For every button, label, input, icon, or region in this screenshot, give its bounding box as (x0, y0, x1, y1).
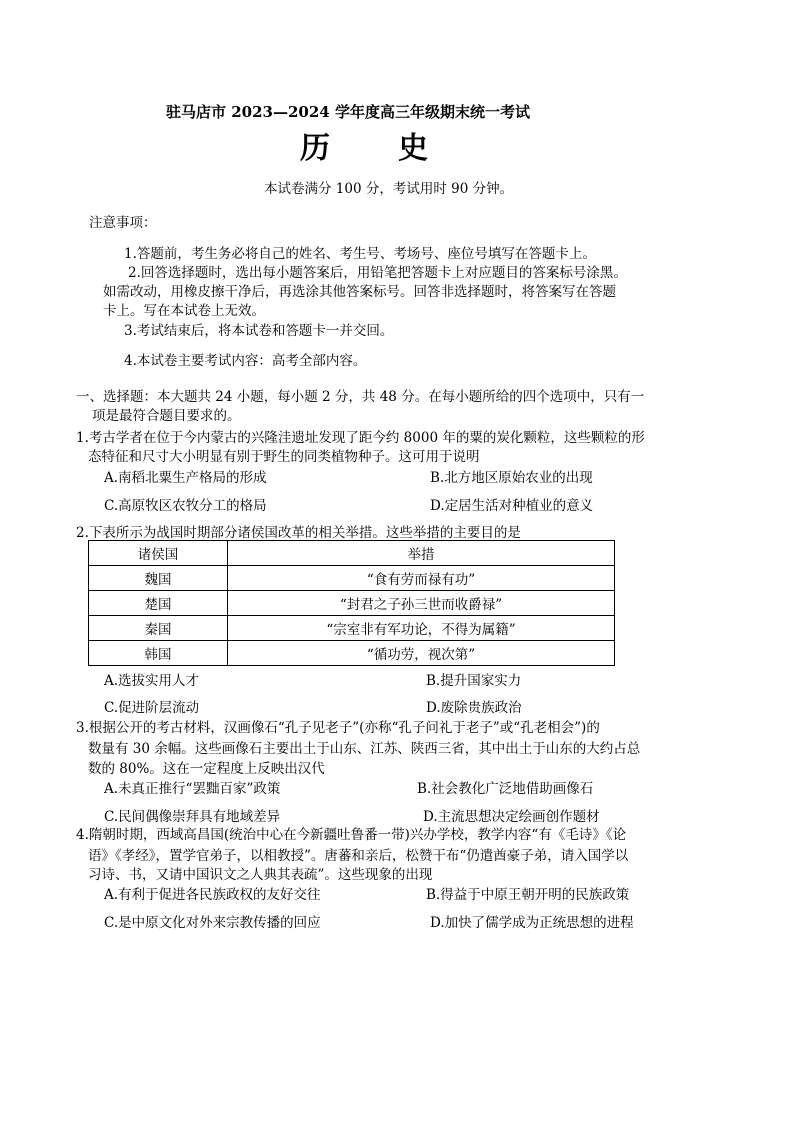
table-cell-measure: “循功劳，视次第” (228, 641, 615, 666)
question-1-stem: 态特征和尺寸大小明显有别于野生的同类植物种子。这可用于说明 (88, 449, 480, 465)
question-3-stem: 3.根据公开的考古材料，汉画像石“孔子见老子”(亦称“孔子问礼于老子”或“孔老相会”)的 (76, 720, 600, 736)
question-1-option-b: B.北方地区原始农业的出现 (430, 470, 593, 486)
exam-title: 驻马店市 2023—2024 学年度高三年级期末统一考试 (166, 103, 530, 121)
question-4-option-d: D.加快了儒学成为正统思想的进程 (430, 915, 634, 931)
table-header: 诸侯国 (89, 541, 228, 566)
question-3-option-c: C.民间偶像崇拜具有地域差异 (104, 809, 281, 825)
table-cell-measure: “封君之子孙三世而收爵禄” (228, 591, 615, 616)
table-row (89, 641, 615, 666)
table-header-row (89, 541, 615, 566)
question-4-option-b: B.得益于中原王朝开明的民族政策 (426, 887, 630, 903)
question-1-option-a: A.南稻北粟生产格局的形成 (104, 470, 267, 486)
question-2-option-c: C.促进阶层流动 (104, 700, 200, 716)
table-cell-state: 楚国 (89, 591, 228, 616)
section-instruction: 项是最符合题目要求的。 (92, 408, 241, 424)
question-2-option-d: D.废除贵族政治 (426, 700, 522, 716)
question-3-option-b: B.社会教化广泛地借助画像石 (417, 781, 594, 797)
question-3-option-a: A.未真正推行“罢黜百家”政策 (104, 781, 281, 797)
question-4-stem: 语》《孝经》，置学官弟子，以相教授”。唐蕃和亲后，松赞干布“仍遣酋豪子弟，请入国学以 (88, 848, 629, 864)
question-4-option-c: C.是中原文化对外来宗教传播的回应 (104, 915, 321, 931)
note-line: 1.答题前，考生务必将自己的姓名、考生号、考场号、座位号填写在答题卡上。 (124, 246, 596, 262)
table-cell-measure: “食有劳而禄有功” (228, 566, 615, 591)
notes-heading: 注意事项： (89, 215, 157, 231)
question-2-option-b: B.提升国家实力 (426, 673, 522, 689)
question-2-stem: 2.下表所示为战国时期部分诸侯国改革的相关举措。这些举措的主要目的是 (76, 525, 521, 541)
exam-info: 本试卷满分 100 分，考试用时 90 分钟。 (264, 181, 514, 197)
note-line: 如需改动，用橡皮擦干净后，再选涂其他答案标号。回答非选择题时，将答案写在答题 (103, 284, 616, 300)
question-3-stem: 数量有 30 余幅。这些画像石主要出土于山东、江苏、陕西三省，其中出土于山东的大约占总 (88, 741, 641, 757)
question-3-stem: 数的 80%。这在一定程度上反映出汉代 (88, 761, 325, 777)
note-line: 3.考试结束后，将本试卷和答题卡一并交回。 (124, 323, 394, 339)
table-cell-measure: “宗室非有军功论，不得为属籍” (228, 616, 615, 641)
table-cell-state: 韩国 (89, 641, 228, 666)
question-1-option-d: D.定居生活对种植业的意义 (430, 498, 594, 514)
section-instruction: 一、选择题：本大题共 24 小题，每小题 2 分，共 48 分。在每小题所给的四个选项中，只有一 (76, 389, 645, 405)
question-4-stem: 4.隋朝时期，西域高昌国(统治中心在今新疆吐鲁番一带)兴办学校，教学内容“有《毛诗》《论 (76, 827, 627, 843)
question-4-option-a: A.有利于促进各民族政权的友好交往 (104, 887, 321, 903)
subject-title: 历史 (300, 131, 496, 166)
reform-table (88, 540, 615, 666)
table-row (89, 566, 615, 591)
table-row (89, 616, 615, 641)
question-1-option-c: C.高原牧区农牧分工的格局 (104, 498, 267, 514)
question-4-stem: 习诗、书，又请中国识文之人典其表疏”。这些现象的出现 (88, 867, 433, 883)
note-line: 卡上。写在本试卷上无效。 (103, 303, 265, 319)
table-cell-state: 秦国 (89, 616, 228, 641)
note-line: 2.回答选择题时，选出每小题答案后，用铅笔把答题卡上对应题目的答案标号涂黑。 (128, 265, 627, 281)
question-2-option-a: A.选拔实用人才 (104, 673, 200, 689)
table-header: 举措 (228, 541, 615, 566)
table-row (89, 591, 615, 616)
note-line: 4.本试卷主要考试内容：高考全部内容。 (124, 353, 367, 369)
table-cell-state: 魏国 (89, 566, 228, 591)
question-1-stem: 1.考古学者在位于今内蒙古的兴隆洼遗址发现了距今约 8000 年的粟的炭化颗粒，这些颗粒的形 (76, 430, 645, 446)
question-3-option-d: D.主流思想决定绘画创作题材 (423, 809, 600, 825)
